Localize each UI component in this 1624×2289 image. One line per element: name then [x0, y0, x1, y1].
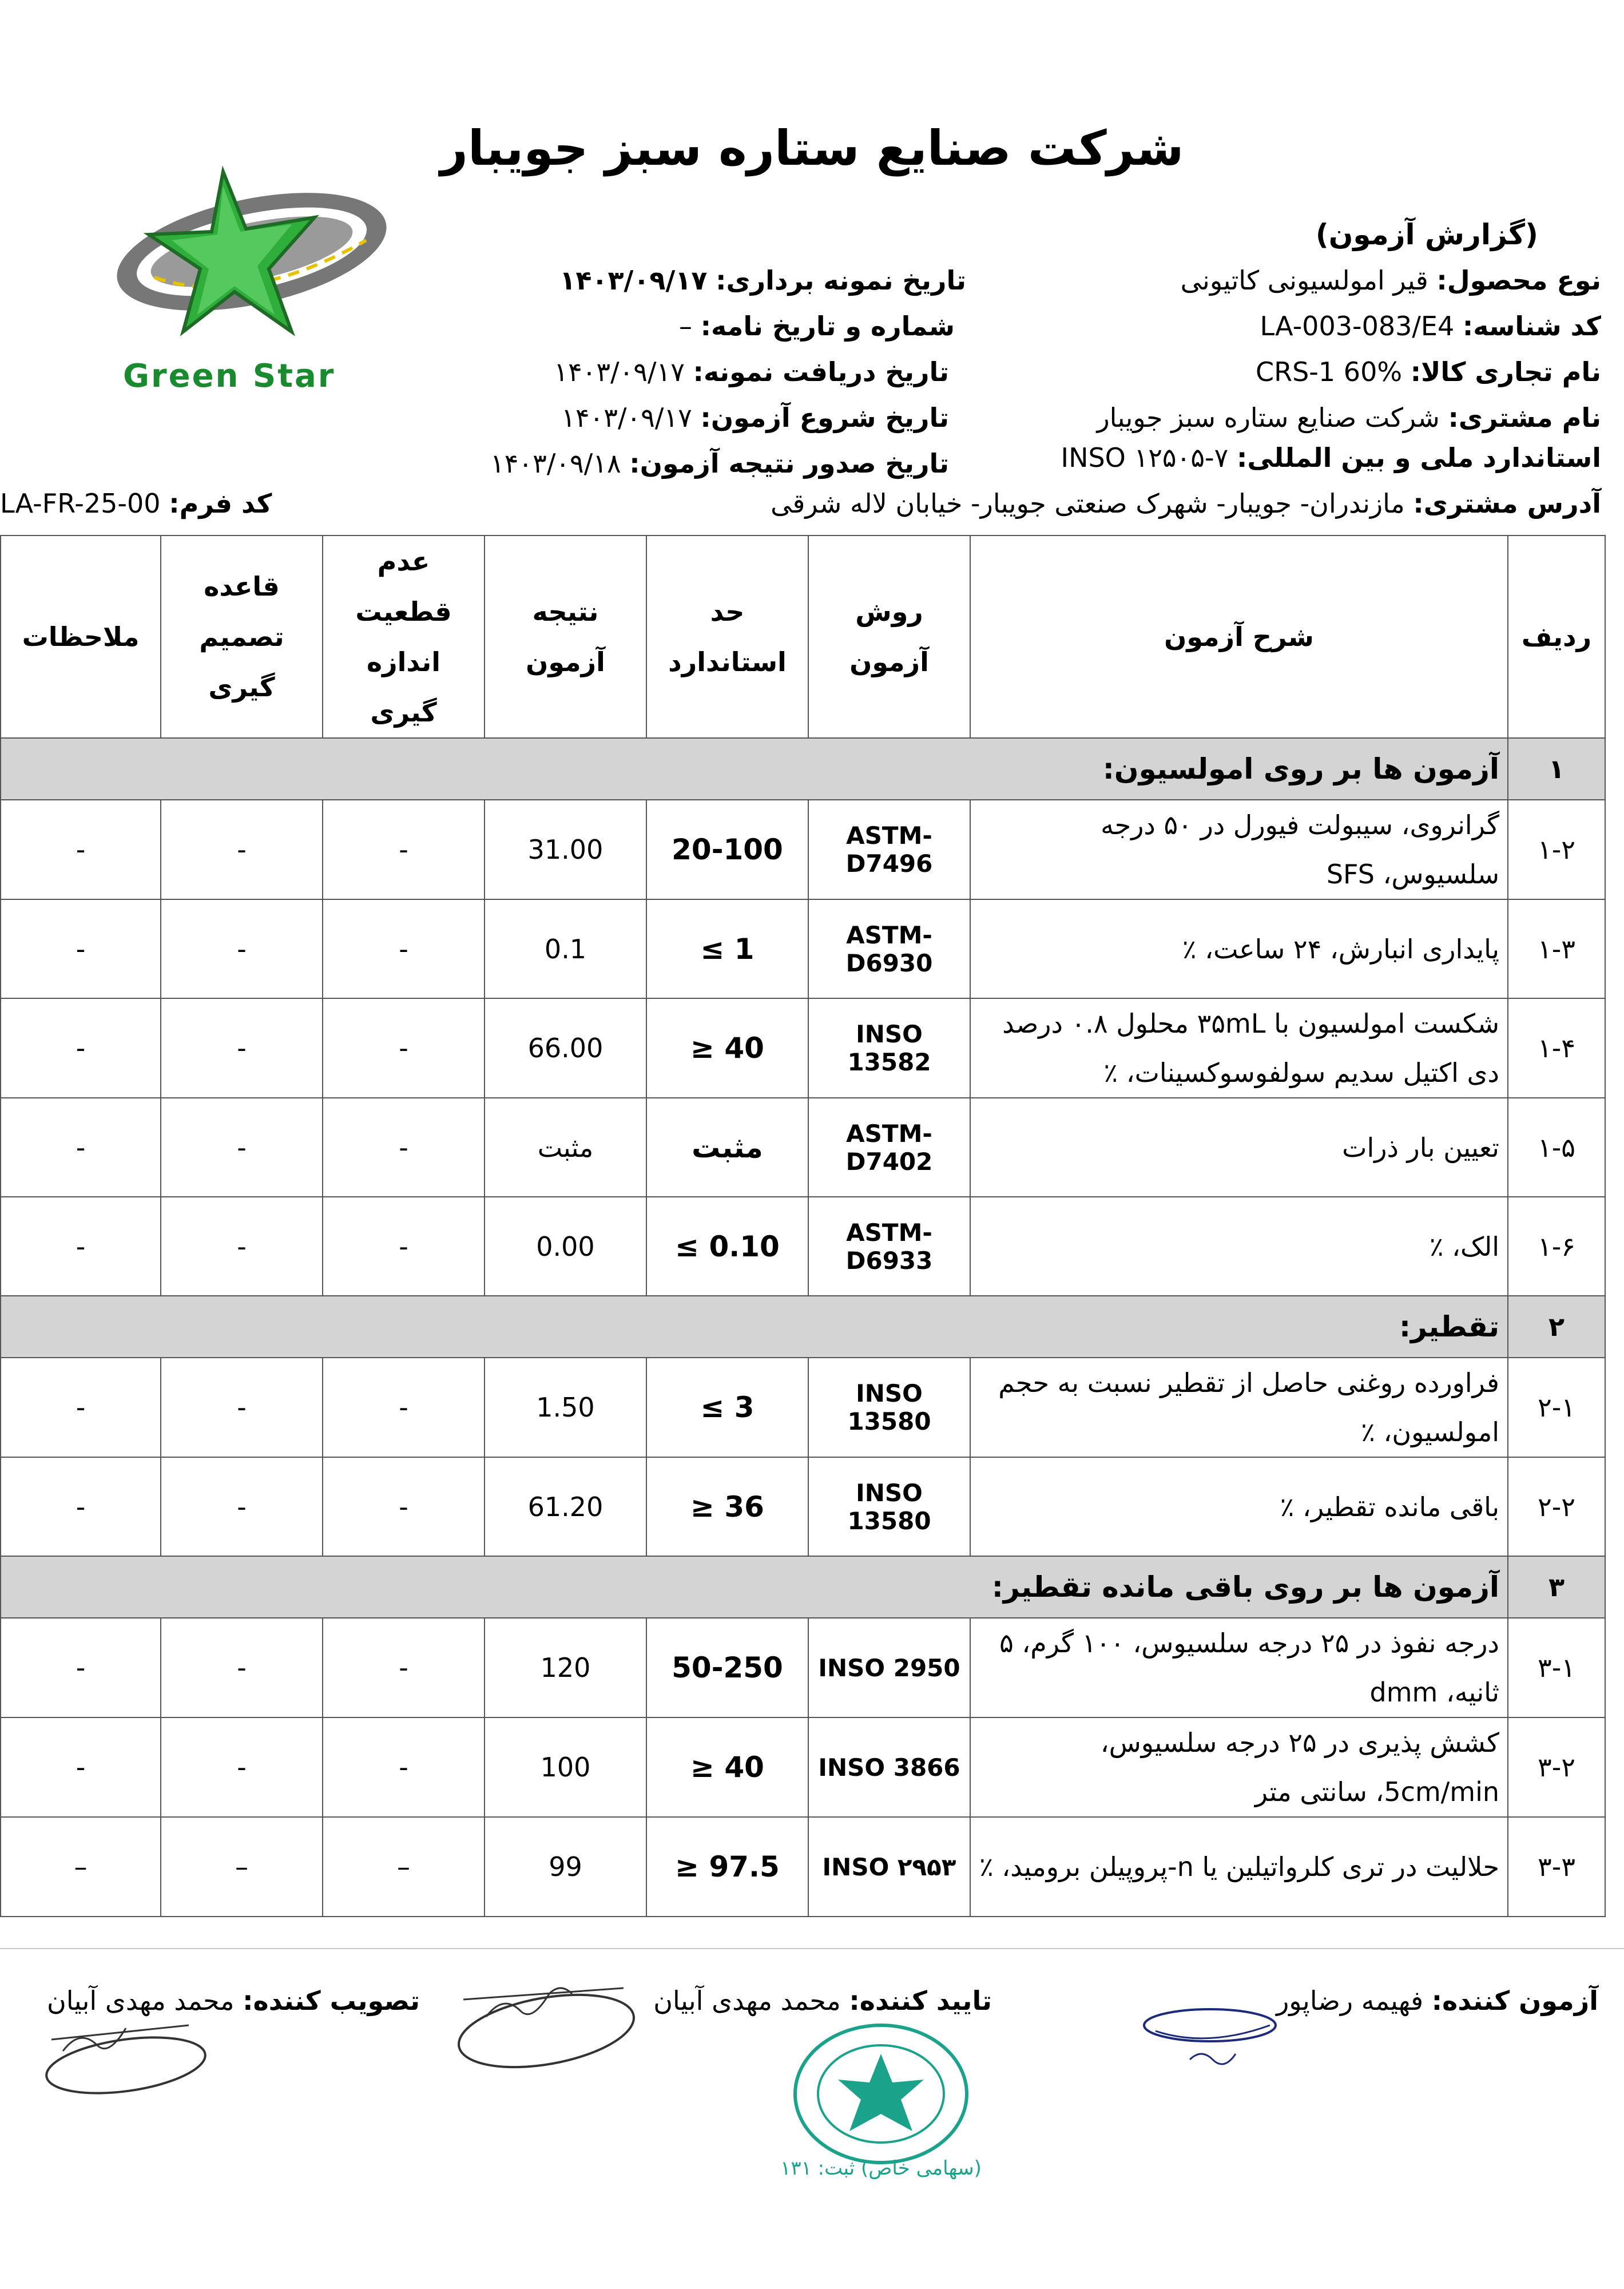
table-row — [1, 1817, 1605, 1917]
ratifier-label: تصویب کننده: — [243, 1985, 420, 2016]
signature-divider — [0, 1948, 1624, 1949]
uncertainty: - — [323, 1098, 485, 1197]
field-label: نوع محصول: — [1436, 265, 1601, 296]
field-label: تاریخ شروع آزمون: — [700, 402, 949, 433]
test-result: 0.00 — [485, 1197, 646, 1296]
test-result: 31.00 — [485, 800, 646, 899]
test-result: 120 — [485, 1618, 646, 1717]
field-label: تاریخ صدور نتیجه آزمون: — [629, 448, 949, 479]
section-title: آزمون ها بر روی باقی مانده تقطیر: — [1, 1556, 1508, 1618]
test-start-date-field — [561, 400, 949, 435]
decision-rule: - — [161, 1358, 323, 1457]
row-no: ۱-۶ — [1508, 1197, 1605, 1296]
decision-rule: - — [161, 800, 323, 899]
notes: – — [1, 1817, 161, 1917]
notes: - — [1, 1098, 161, 1197]
section-title: آزمون ها بر روی امولسیون: — [1, 738, 1508, 800]
tester-name: فهیمه رضاپور — [1276, 1985, 1424, 2016]
table-row — [1, 1197, 1605, 1296]
test-method: INSO 13582 — [808, 998, 970, 1098]
row-no: ۲-۱ — [1508, 1358, 1605, 1457]
test-method: INSO 2950 — [808, 1618, 970, 1717]
field-label: کد شناسه: — [1462, 311, 1601, 342]
field-value: شرکت صنایع ستاره سبز جویبار — [1097, 402, 1440, 433]
test-description: کشش پذیری در ۲۵ درجه سلسیوس، 5cm/min، سانتی متر — [970, 1717, 1508, 1817]
uncertainty: - — [323, 1197, 485, 1296]
sampling-date-field — [559, 263, 966, 297]
table-row — [1, 1717, 1605, 1817]
standard-limit: 40 ≤ — [646, 998, 808, 1098]
uncertainty: - — [323, 1457, 485, 1556]
field-label: استاندارد ملی و بین المللی: — [1236, 442, 1601, 473]
standard-limit: 3 ≥ — [646, 1358, 808, 1457]
field-value: ۱۴۰۳/۰۹/۱۷ — [554, 356, 685, 387]
standard-limit: 97.5 ≤ — [646, 1817, 808, 1917]
notes: - — [1, 800, 161, 899]
row-no: ۱-۲ — [1508, 800, 1605, 899]
test-method: INSO 3866 — [808, 1717, 970, 1817]
field-label: تاریخ نمونه برداری: — [716, 265, 966, 296]
field-label: شماره و تاریخ نامه: — [700, 311, 955, 342]
result-issue-date-field — [490, 446, 949, 481]
test-result: 99 — [485, 1817, 646, 1917]
test-method: INSO 13580 — [808, 1457, 970, 1556]
id-code-field — [1260, 309, 1601, 343]
form-code-value: LA-FR-25-00 — [0, 488, 161, 519]
field-label: نام مشتری: — [1448, 402, 1601, 433]
test-method: ASTM-D7496 — [808, 800, 970, 899]
row-no: ۱-۴ — [1508, 998, 1605, 1098]
row-no: ۳-۲ — [1508, 1717, 1605, 1817]
report-title: (گزارش آزمون) — [1315, 218, 1538, 251]
test-result: مثبت — [485, 1098, 646, 1197]
table-row — [1, 1457, 1605, 1556]
tester-signature — [1138, 1997, 1281, 2088]
decision-rule: - — [161, 1717, 323, 1817]
row-no: ۲-۲ — [1508, 1457, 1605, 1556]
table-row — [1, 800, 1605, 899]
table-row — [1, 998, 1605, 1098]
row-no: ۲ — [1508, 1296, 1605, 1358]
ratifier-name: محمد مهدی آبیان — [46, 1985, 235, 2016]
header-standard-limit: حد استاندارد — [646, 535, 808, 738]
notes: - — [1, 1618, 161, 1717]
logo-text: Green Star — [123, 358, 336, 395]
test-result: 66.00 — [485, 998, 646, 1098]
decision-rule: – — [161, 1817, 323, 1917]
field-value: LA-003-083/E4 — [1260, 311, 1455, 342]
table-row — [1, 1618, 1605, 1717]
test-description: شکست امولسیون با ۳۵mL محلول ۰.۸ درصد دی اکتیل سدیم سولفوسوکسینات، ٪ — [970, 998, 1508, 1098]
uncertainty: - — [323, 1717, 485, 1817]
standard-limit: مثبت — [646, 1098, 808, 1197]
decision-rule: - — [161, 1457, 323, 1556]
row-no: ۳-۳ — [1508, 1817, 1605, 1917]
notes: - — [1, 899, 161, 998]
standard-limit: 50-250 — [646, 1618, 808, 1717]
table-row — [1, 1358, 1605, 1457]
header-decision-rule: قاعده تصمیم گیری — [161, 535, 323, 738]
test-method: INSO ۲۹۵۳ — [808, 1817, 970, 1917]
section-title: تقطیر: — [1, 1296, 1508, 1358]
brand-name-field — [1256, 355, 1601, 389]
decision-rule: - — [161, 899, 323, 998]
results-table — [0, 535, 1606, 1917]
receipt-date-field — [554, 355, 949, 389]
approver-signature-label — [653, 1985, 992, 2016]
approver-name: محمد مهدی آبیان — [653, 1985, 841, 2016]
test-result: 0.1 — [485, 899, 646, 998]
test-method: ASTM-D7402 — [808, 1098, 970, 1197]
uncertainty: - — [323, 899, 485, 998]
test-description: درجه نفوذ در ۲۵ درجه سلسیوس، ۱۰۰ گرم، ۵ ثانیه، dmm — [970, 1618, 1508, 1717]
ratifier-signature — [40, 2017, 212, 2102]
approver-label: تایید کننده: — [849, 1985, 992, 2016]
section-row — [1, 1296, 1605, 1358]
header-description: شرح آزمون — [970, 535, 1508, 738]
customer-name-field — [1097, 400, 1601, 435]
form-code-label: کد فرم: — [169, 488, 272, 519]
uncertainty: - — [323, 1618, 485, 1717]
uncertainty: - — [323, 800, 485, 899]
test-description: پایداری انبارش، ۲۴ ساعت، ٪ — [970, 899, 1508, 998]
uncertainty: – — [323, 1817, 485, 1917]
field-value: – — [678, 311, 692, 342]
test-method: ASTM-D6930 — [808, 899, 970, 998]
test-description: تعیین بار ذرات — [970, 1098, 1508, 1197]
header-method: روش آزمون — [808, 535, 970, 738]
approver-signature — [452, 1977, 641, 2080]
standard-limit: 40 ≤ — [646, 1717, 808, 1817]
decision-rule: - — [161, 998, 323, 1098]
standard-limit: 36 ≤ — [646, 1457, 808, 1556]
decision-rule: - — [161, 1197, 323, 1296]
test-description: گرانروی، سیبولت فیورل در ۵۰ درجه سلسیوس، SFS — [970, 800, 1508, 899]
test-method: INSO 13580 — [808, 1358, 970, 1457]
standard-limit: 0.10 ≥ — [646, 1197, 808, 1296]
uncertainty: - — [323, 998, 485, 1098]
test-result: 100 — [485, 1717, 646, 1817]
tester-label: آزمون کننده: — [1431, 1985, 1598, 2016]
test-method: ASTM-D6933 — [808, 1197, 970, 1296]
field-value: قیر امولسیونی کاتیونی — [1180, 265, 1428, 296]
header-notes: ملاحظات — [1, 535, 161, 738]
tester-signature-label — [1276, 1985, 1598, 2016]
notes: - — [1, 998, 161, 1098]
company-title: شرکت صنایع ستاره سبز جویبار — [440, 120, 1184, 176]
table-row — [1, 1098, 1605, 1197]
field-value: مازندران- جویبار- شهرک صنعتی جویبار- خیابان لاله شرقی — [771, 488, 1405, 519]
test-result: 1.50 — [485, 1358, 646, 1457]
row-no: ۳ — [1508, 1556, 1605, 1618]
row-no: ۱-۵ — [1508, 1098, 1605, 1197]
ratifier-signature-label — [47, 1985, 420, 2016]
row-no: ۳-۱ — [1508, 1618, 1605, 1717]
section-row — [1, 738, 1605, 800]
notes: - — [1, 1717, 161, 1817]
notes: - — [1, 1197, 161, 1296]
field-value: INSO ۱۲۵۰۵-۷ — [1061, 442, 1229, 473]
field-label: تاریخ دریافت نمونه: — [693, 356, 949, 387]
table-row — [1, 899, 1605, 998]
field-label: نام تجاری کالا: — [1410, 356, 1601, 387]
field-value: %CRS-1 60 — [1256, 356, 1403, 387]
header-row-no: ردیف — [1508, 535, 1605, 738]
test-description: الک، ٪ — [970, 1197, 1508, 1296]
test-description: باقی مانده تقطیر، ٪ — [970, 1457, 1508, 1556]
decision-rule: - — [161, 1618, 323, 1717]
field-value: ۱۴۰۳/۰۹/۱۷ — [559, 265, 708, 296]
field-label: آدرس مشتری: — [1413, 488, 1601, 519]
section-row — [1, 1556, 1605, 1618]
standard-field — [1061, 441, 1602, 475]
decision-rule: - — [161, 1098, 323, 1197]
stamp-text: (سهامی خاص) ثبت: ۱۳۱ — [780, 2157, 982, 2180]
test-result: 61.20 — [485, 1457, 646, 1556]
table-header-row — [1, 535, 1605, 738]
product-type-field — [1181, 263, 1601, 297]
row-no: ۱ — [1508, 738, 1605, 800]
standard-limit: 1 ≥ — [646, 899, 808, 998]
notes: - — [1, 1457, 161, 1556]
field-value: ۱۴۰۳/۰۹/۱۷ — [561, 402, 692, 433]
field-value: ۱۴۰۳/۰۹/۱۸ — [490, 448, 621, 479]
standard-limit: 20-100 — [646, 800, 808, 899]
header-uncertainty: عدم قطعیت اندازه گیری — [323, 535, 485, 738]
test-description: فراورده روغنی حاصل از تقطیر نسبت به حجم امولسیون، ٪ — [970, 1358, 1508, 1457]
form-code — [0, 486, 272, 521]
uncertainty: - — [323, 1358, 485, 1457]
row-no: ۱-۳ — [1508, 899, 1605, 998]
customer-address-field — [771, 486, 1601, 521]
header-result: نتیجه آزمون — [485, 535, 646, 738]
test-description: حلالیت در تری کلرواتیلین یا n-پروپیلن برومید، ٪ — [970, 1817, 1508, 1917]
letter-number-field — [679, 309, 955, 343]
notes: - — [1, 1358, 161, 1457]
